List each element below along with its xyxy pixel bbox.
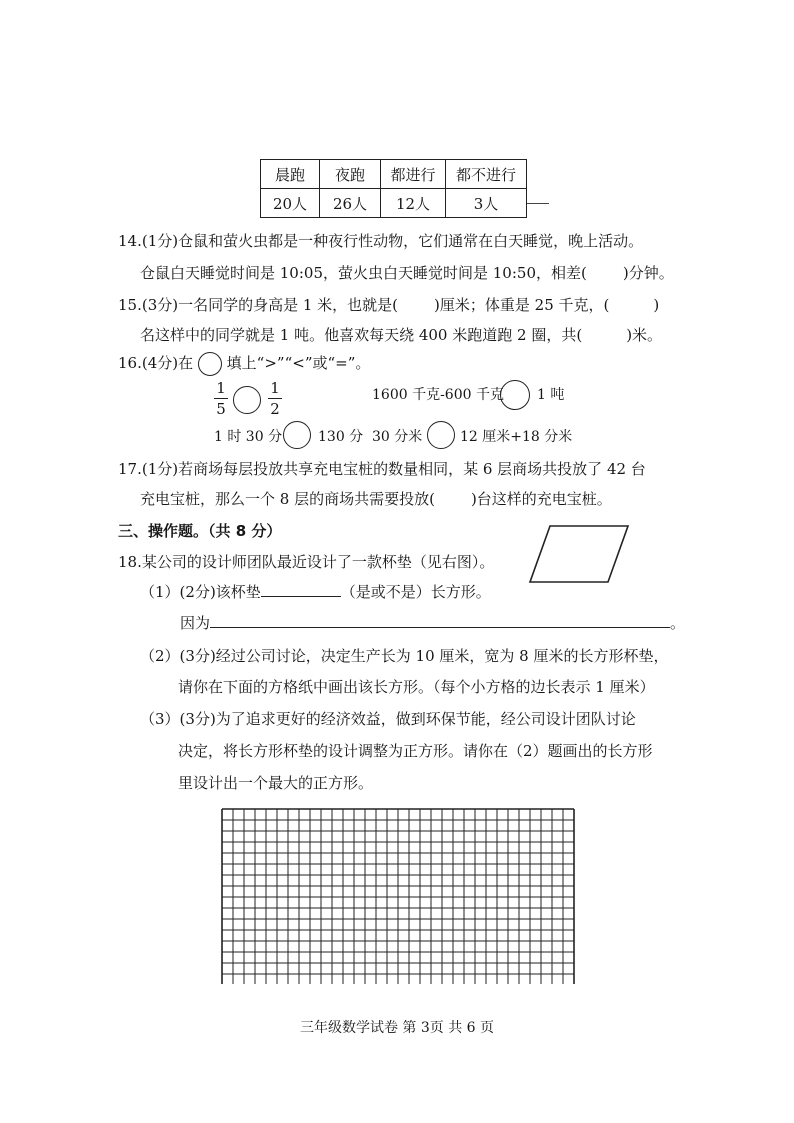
- q18-part3-line1: （3）(3分)为了追求更好的经济效益，做到环保节能，经公司设计团队讨论: [140, 710, 636, 728]
- q15-line1: [118, 294, 659, 315]
- q17-line1: 17.(1分)若商场每层投放共享充电宝桩的数量相同，某 6 层商场共投放了 42 台: [118, 460, 646, 478]
- q16-intro-b: 填上“>”“<”或“=”。: [226, 354, 371, 372]
- table-row: [261, 189, 527, 218]
- table-cell: 20人: [261, 189, 320, 218]
- q15-text-a: 15.(3分)一名同学的身高是 1 米，也就是(: [118, 296, 399, 314]
- table-cell: 3人: [446, 189, 527, 218]
- q18-part3-line3: 里设计出一个最大的正方形。: [178, 774, 374, 792]
- q15-text-d: 名这样中的同学就是 1 吨。他喜欢每天绕 400 米跑道跑 2 圈，共(: [140, 326, 583, 344]
- compare-circle-1[interactable]: [233, 386, 261, 414]
- stats-table: [260, 159, 527, 218]
- q18-part1-answer-blank[interactable]: [261, 596, 341, 597]
- q16-item4-right: 12 厘米+18 分米: [460, 429, 573, 445]
- q16-intro: [118, 352, 370, 376]
- square-grid-paper[interactable]: [221, 808, 577, 984]
- table-cell: 26人: [320, 189, 381, 218]
- q14-line2: [140, 262, 674, 283]
- parallelogram-coaster-figure: [528, 522, 632, 586]
- q18-reason-answer-blank[interactable]: [210, 627, 670, 628]
- q16-item2-right: 1 吨: [537, 387, 565, 403]
- q15-text-c: ): [653, 296, 660, 314]
- fraction-bar: [268, 398, 282, 399]
- page-footer: 三年级数学试卷 第 3页 共 6 页: [299, 1020, 495, 1036]
- fraction-denominator: 2: [270, 400, 280, 418]
- q14-line1: 14.(1分)仓鼠和萤火虫都是一种夜行性动物，它们通常在白天睡觉，晚上活动。: [118, 232, 644, 250]
- q15-text-b: )厘米；体重是 25 千克，(: [434, 296, 610, 314]
- fraction-one-half: [268, 380, 282, 417]
- table-header-cell: 都进行: [381, 160, 446, 189]
- q17-text-a: 充电宝桩，那么一个 8 层的商场共需要投放(: [140, 490, 435, 508]
- q18-part3-line2: 决定，将长方形杯垫的设计调整为正方形。请你在（2）题画出的长方形: [178, 742, 653, 760]
- fraction-denominator: 5: [216, 400, 226, 418]
- q15-text-e: )米。: [626, 326, 663, 344]
- q18-part2-line1: （2）(3分)经过公司讨论，决定生产长为 10 厘米，宽为 8 厘米的长方形杯垫，: [140, 647, 669, 665]
- section-heading: 三、操作题。（共 8 分）: [118, 522, 282, 540]
- q18-part1: [140, 581, 491, 602]
- q18-part1-text-a: （1）(2分)该杯垫: [140, 583, 261, 601]
- table-header-cell: 都不进行: [446, 160, 527, 189]
- fraction-numerator: 1: [270, 379, 280, 397]
- q14-text-b: )分钟。: [622, 264, 674, 282]
- q18-because-end: 。: [670, 614, 686, 632]
- compare-circle-3[interactable]: [283, 421, 311, 449]
- table-header-row: [261, 160, 527, 189]
- table-header-cell: 晨跑: [261, 160, 320, 189]
- table-trailing-line: [527, 203, 549, 204]
- fraction-bar: [214, 398, 228, 399]
- compare-circle-2[interactable]: [500, 380, 530, 410]
- q14-text-a: 仓鼠白天睡觉时间是 10:05，萤火虫白天睡觉时间是 10:50，相差(: [140, 264, 587, 282]
- table-header-cell: 夜跑: [320, 160, 381, 189]
- compare-circle-4[interactable]: [427, 421, 455, 449]
- q16-item3-right: 130 分: [318, 429, 364, 445]
- q18-because-line: [180, 612, 685, 633]
- q16-item2-left: 1600 千克-600 千克: [372, 387, 504, 403]
- q17-line2: [140, 488, 612, 509]
- q18-part2-line2: 请你在下面的方格纸中画出该长方形。（每个小方格的边长表示 1 厘米）: [178, 678, 655, 696]
- circle-icon: [198, 352, 222, 376]
- table-cell: 12人: [381, 189, 446, 218]
- fraction-numerator: 1: [216, 379, 226, 397]
- q16-item4-left: 30 分米: [372, 429, 423, 445]
- q18-because-label: 因为: [180, 614, 211, 632]
- q16-intro-a: 16.(4分)在: [118, 354, 194, 372]
- fraction-one-fifth: [214, 380, 228, 417]
- q15-line2: [140, 324, 662, 345]
- q18-part1-text-b: （是或不是）长方形。: [340, 583, 491, 601]
- q18-intro: 18.某公司的设计师团队最近设计了一款杯垫（见右图）。: [118, 553, 495, 571]
- q17-text-b: )台这样的充电宝桩。: [470, 490, 612, 508]
- q16-item3-left: 1 时 30 分: [214, 429, 283, 445]
